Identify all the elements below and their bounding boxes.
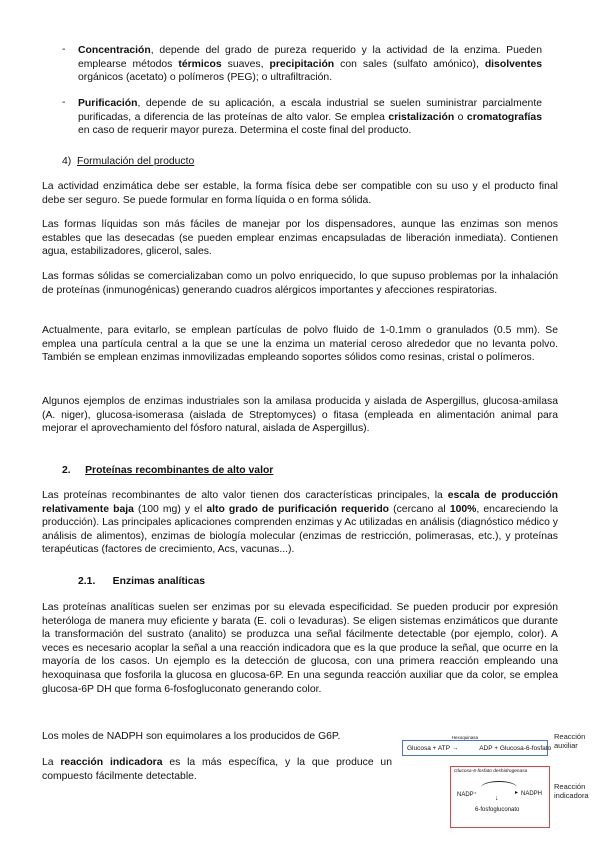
curved-arrow-icon <box>481 781 517 794</box>
indicator-reaction-box <box>450 766 550 828</box>
reaction-diagram <box>402 734 592 830</box>
paragraph-2: Las formas líquidas son más fáciles de manejar por los dispensadores, aunque las enzimas son menos estables que las desecadas (se pueden emplear enzimas encapsuladas de liberación inmediata). Contienen agua, estabilizadores, glicerol, sales. <box>42 219 558 258</box>
paragraph-4: Actualmente, para evitarlo, se emplean partículas de polvo fluido de 1-0.1mm o granulados (0.5 mm). Se emplea una partícula central a la que se une la enzima un material ceroso alrededor que no levanta polvo. También se emplean enzimas inmovilizadas empleando soportes sólidos como resinas, cristal o polímeros. <box>42 325 558 364</box>
reaction-products: ADP + Glucosa-6-fosfato <box>479 745 552 752</box>
arrow-head-icon: ▸ <box>515 790 519 796</box>
label-auxiliar: Reacción auxiliar <box>554 732 586 750</box>
bullet-dash: - <box>62 97 66 108</box>
reaction-substrates: Glucosa + ATP <box>407 745 450 752</box>
down-arrow-icon: ↓ <box>495 795 499 802</box>
paragraph-3: Las formas sólidas se comercializaban como un polvo enriquecido, lo que supuso problemas por la inhalación de proteínas (inmunogénicas) generando cuadros alérgicos importantes y afecciones respiratorias. <box>42 271 558 296</box>
enzyme-2-label: Glucosa-6-fosfato deshidrogenasa <box>454 769 528 774</box>
section-2-1-paragraph-2: Los moles de NADPH son equimolares a los producidos de G6P. <box>42 731 341 742</box>
section-2-1-paragraph-3: La reacción indicadora es la más específica, y la que produce un compuesto fácilmente detectable. <box>42 757 392 782</box>
section-2-1-paragraph-1: Las proteínas analíticas suelen ser enzimas por su elevada especificidad. Se pueden producir por expresión heteróloga de manera muy eficiente y barata (E. coli o levaduras). Se eligen sistemas enzimáticos que durante la transformación del sustrato (analito) se produzca una señal fácilmente detectable (por ejemplo, color). A veces es necesario acoplar la señal a una reacción indicadora que es la que produce la señal, que ocurre en la mayoría de los casos. Un ejemplo es la detección de glucosa, con una primera reacción empleando una hexoquinasa que fosforila la glucosa en glucosa-6P. En una segunda reacción auxiliar que da color, se emplea glucosa-6P DH que forma 6-fosfogluconato generando color. <box>42 602 558 695</box>
section-2-paragraph: Las proteínas recombinantes de alto valor tienen dos características principales, la escala de producción relativamente baja (100 mg) y el alto grado de purificación requerido (cercano al 100%, encareciendo la producción). Las principales aplicaciones comprenden enzimas y Ac utilizadas en análisis (diagnóstico médico y análisis de alimentos), enzimas de biología molecular (enzimas de restricción, polimerasas, etc.), y proteínas terapéuticas (factores de crecimiento, Acs, vacunas...). <box>42 490 558 556</box>
auxiliary-reaction-box <box>402 735 552 756</box>
paragraph-5: Algunos ejemplos de enzimas industriales son la amilasa producida y aislada de Aspergillus, glucosa-amilasa (A. niger), glucosa-isomerasa (aislada de Streptomyces) o fitasa (empleada en alimentación animal para mejorar el aprovechamiento del fósforo natural, aislada de Aspergillus). <box>42 396 558 435</box>
bullet-dash: - <box>62 44 66 55</box>
bullet-purificacion: Purificación, depende de su aplicación, a escala industrial se suelen suministrar parcialmente purificadas, a diferencia de las proteínas de alto valor. Se emplea cristalización o cromatografías en caso de requerir mayor pureza. Determina el coste final del producto. <box>78 98 542 137</box>
nadph-label: NADPH <box>521 791 543 797</box>
label-indicadora: Reacción indicadora <box>554 782 589 800</box>
section-4-heading: 4) Formulación del producto <box>62 156 195 167</box>
bullet-concentracion: Concentración, depende del grado de pureza requerido y la actividad de la enzima. Pueden emplearse métodos térmicos suaves, precipitación con sales (sulfato amónico), disolventes orgánicos (acetato) o polímeros (PEG); o ultrafiltración. <box>78 45 542 84</box>
nadp-label: NADP⁺ <box>457 792 477 798</box>
section-2-1-heading: 2.1. Enzimas analíticas <box>78 576 206 587</box>
section-2-heading: 2. Proteínas recombinantes de alto valor <box>62 465 274 476</box>
term-purificacion: Purificación <box>78 98 138 109</box>
term-concentracion: Concentración <box>78 45 151 56</box>
paragraph-1: La actividad enzimática debe ser estable, la forma física debe ser compatible con su uso y el producto final debe ser seguro. Se puede formular en forma líquida o en forma sólida. <box>42 181 558 206</box>
product-2-label: 6-fosfogluconato <box>475 807 520 813</box>
reaction-arrow-icon: Hexoquinasa → <box>451 735 479 752</box>
